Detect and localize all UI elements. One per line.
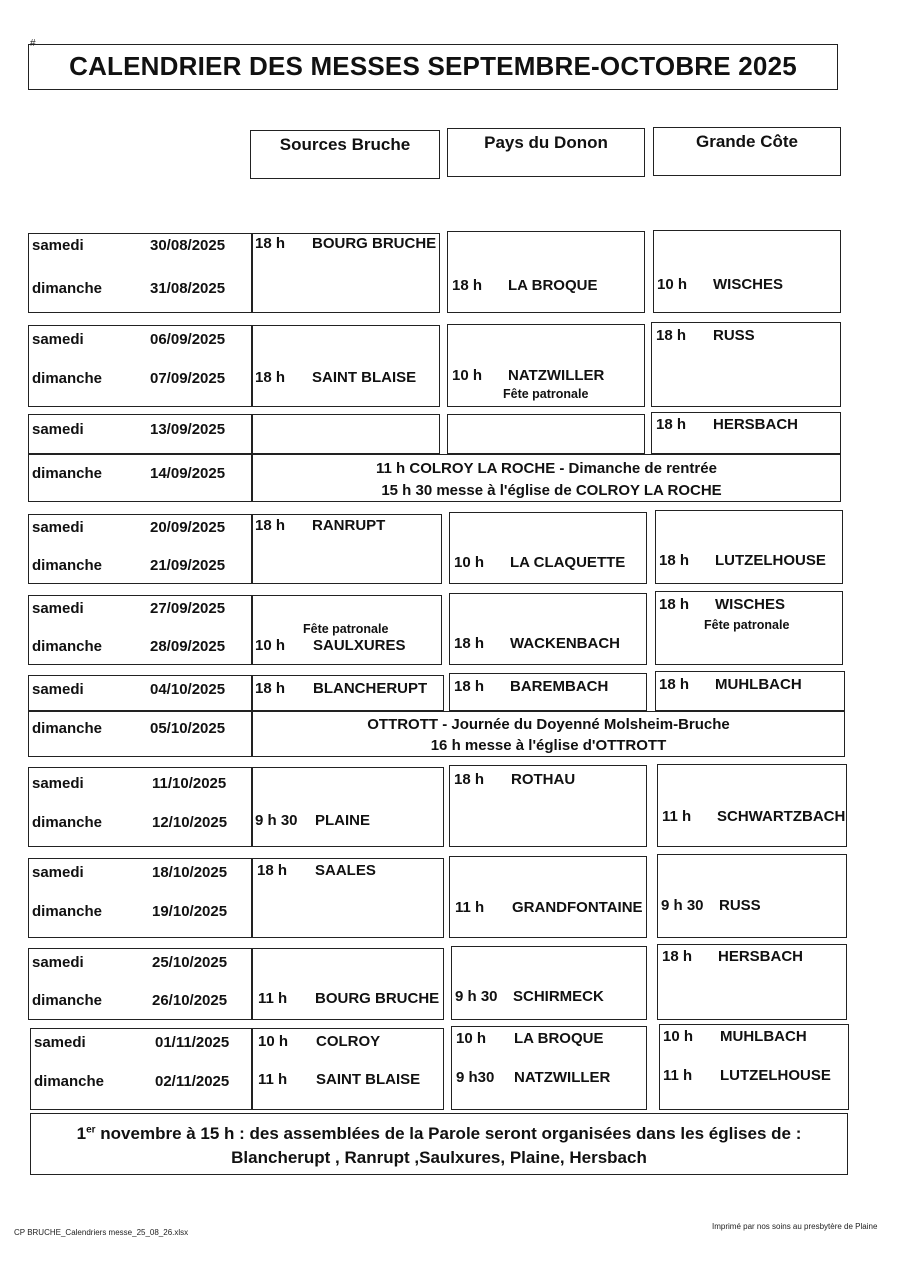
- mass-place: ROTHAU: [511, 771, 576, 788]
- date-value: 05/10/2025: [150, 720, 226, 737]
- date-value: 01/11/2025: [155, 1034, 230, 1051]
- date-value: 11/10/2025: [152, 775, 227, 792]
- column-header-label: Sources Bruche: [279, 135, 411, 154]
- mass-place: NATZWILLER: [514, 1069, 611, 1086]
- date-value: 19/10/2025: [152, 903, 228, 920]
- mass-time: 18 h: [662, 948, 693, 965]
- merged-box: [252, 711, 845, 757]
- day-label: dimanche: [32, 280, 103, 297]
- mass-place: RUSS: [713, 327, 755, 344]
- mass-time: 18 h: [255, 235, 286, 252]
- feast-note: Fête patronale: [303, 622, 389, 636]
- day-label: samedi: [32, 421, 84, 438]
- mass-time: 10 h: [657, 276, 688, 293]
- date-value: 31/08/2025: [150, 280, 226, 297]
- date-value: 25/10/2025: [152, 954, 228, 971]
- col1-box: [252, 414, 440, 454]
- mass-time: 9 h 30: [255, 812, 298, 829]
- day-label: dimanche: [32, 370, 103, 387]
- footer-line-1-text: novembre à 15 h : des assemblées de la Parole seront organisées dans les églises de :: [95, 1124, 802, 1143]
- mass-place: WISCHES: [713, 276, 784, 293]
- col1-box: [252, 948, 444, 1020]
- footer-notice-box: [30, 1113, 848, 1175]
- mass-place: SAINT BLAISE: [316, 1071, 421, 1088]
- mass-place: LA BROQUE: [514, 1030, 604, 1047]
- column-header-label: Grande Côte: [695, 132, 799, 151]
- mass-time: 18 h: [659, 676, 690, 693]
- mass-place: RUSS: [719, 897, 761, 914]
- mass-place: MUHLBACH: [715, 676, 802, 693]
- mass-place: GRANDFONTAINE: [512, 899, 643, 916]
- day-label: dimanche: [32, 638, 103, 655]
- mass-time: 11 h: [662, 808, 692, 825]
- date-value: 30/08/2025: [150, 237, 226, 254]
- mass-place: HERSBACH: [713, 416, 799, 433]
- corner-mark: #: [30, 38, 36, 49]
- mass-time: 9 h 30: [661, 897, 704, 914]
- day-label: dimanche: [32, 557, 103, 574]
- day-label: samedi: [34, 1034, 86, 1051]
- col3-box: [653, 230, 841, 313]
- mass-time: 18 h: [656, 416, 687, 433]
- date-value: 21/09/2025: [150, 557, 226, 574]
- day-label: dimanche: [32, 814, 103, 831]
- mass-time: 10 h: [456, 1030, 487, 1047]
- event-line-2: 15 h 30 messe à l'église de COLROY LA ROCHE: [381, 482, 722, 499]
- mass-place: LUTZELHOUSE: [720, 1067, 831, 1084]
- mass-place: LA CLAQUETTE: [510, 554, 626, 571]
- mass-time: 18 h: [454, 635, 485, 652]
- col1-box: [252, 767, 444, 847]
- mass-place: RANRUPT: [312, 517, 386, 534]
- mass-place: LA BROQUE: [508, 277, 598, 294]
- feast-note: Fête patronale: [503, 387, 589, 401]
- mass-place: SCHWARTZBACH: [717, 808, 846, 825]
- date-value: 12/10/2025: [152, 814, 228, 831]
- merged-box: [252, 454, 841, 502]
- mass-time: 10 h: [258, 1033, 289, 1050]
- column-header-pays-du-donon: [447, 128, 645, 177]
- date-value: 28/09/2025: [150, 638, 226, 655]
- col2-box: [447, 414, 645, 454]
- mass-place: WISCHES: [715, 596, 786, 613]
- day-label: dimanche: [32, 903, 103, 920]
- col2-box: [449, 856, 647, 938]
- mass-place: PLAINE: [315, 812, 371, 829]
- day-label: dimanche: [34, 1073, 105, 1090]
- date-value: 06/09/2025: [150, 331, 226, 348]
- page-title: CALENDRIER DES MESSES SEPTEMBRE-OCTOBRE 2025: [69, 51, 797, 81]
- day-label: samedi: [32, 864, 84, 881]
- mass-time: 10 h: [255, 637, 286, 654]
- date-value: 07/09/2025: [150, 370, 226, 387]
- col2-box: [451, 946, 647, 1020]
- mass-time: 11 h: [455, 899, 485, 916]
- col2-box: [449, 593, 647, 665]
- title-box: [28, 44, 838, 90]
- mass-time: 9 h 30: [455, 988, 498, 1005]
- mass-place: WACKENBACH: [510, 635, 620, 652]
- mass-time: 18 h: [255, 517, 286, 534]
- mass-place: BLANCHERUPT: [313, 680, 428, 697]
- date-value: 26/10/2025: [152, 992, 228, 1009]
- footer-line-2: Blancherupt , Ranrupt ,Saulxures, Plaine, Hersbach: [231, 1148, 647, 1167]
- mass-time: 11 h: [663, 1067, 693, 1084]
- event-line-1: OTTROTT - Journée du Doyenné Molsheim-Bruche: [367, 716, 730, 733]
- date-value: 13/09/2025: [150, 421, 226, 438]
- day-label: dimanche: [32, 992, 103, 1009]
- mass-time: 9 h30: [456, 1069, 495, 1086]
- col2-box: [447, 231, 645, 313]
- mass-time: 18 h: [659, 596, 690, 613]
- mass-place: HERSBACH: [718, 948, 804, 965]
- mass-time: 11 h: [258, 990, 288, 1007]
- mass-time: 10 h: [663, 1028, 694, 1045]
- feast-note: Fête patronale: [704, 618, 790, 632]
- mass-place: BOURG BRUCHE: [315, 990, 440, 1007]
- date-value: 02/11/2025: [155, 1073, 230, 1090]
- mass-time: 18 h: [257, 862, 288, 879]
- col3-box: [655, 510, 843, 584]
- mass-place: SCHIRMECK: [513, 988, 604, 1005]
- footer-prefix: 1: [76, 1124, 87, 1143]
- date-value: 18/10/2025: [152, 864, 228, 881]
- mass-time: 18 h: [452, 277, 483, 294]
- date-value: 04/10/2025: [150, 681, 226, 698]
- date-value: 14/09/2025: [150, 465, 226, 482]
- mass-time: 18 h: [255, 369, 286, 386]
- mass-time: 10 h: [452, 367, 483, 384]
- column-header-grande-cote: [653, 127, 841, 176]
- col2-box: [449, 512, 647, 584]
- mass-time: 18 h: [454, 678, 485, 695]
- day-label: samedi: [32, 331, 84, 348]
- column-header-label: Pays du Donon: [484, 133, 608, 152]
- day-label: dimanche: [32, 720, 103, 737]
- day-label: samedi: [32, 600, 84, 617]
- printed-by-note: Imprimé par nos soins au presbytère de Plaine: [712, 1222, 878, 1231]
- mass-time: 10 h: [454, 554, 485, 571]
- mass-place: SAINT BLAISE: [312, 369, 417, 386]
- col3-box: [657, 854, 847, 938]
- day-label: samedi: [32, 775, 84, 792]
- footer-line-1: [31, 1124, 847, 1144]
- day-label: samedi: [32, 954, 84, 971]
- mass-place: SAULXURES: [313, 637, 406, 654]
- col1-box: [252, 325, 440, 407]
- file-name: CP BRUCHE_Calendriers messe_25_08_26.xlsx: [14, 1228, 189, 1237]
- mass-time: 18 h: [255, 680, 286, 697]
- mass-place: SAALES: [315, 862, 376, 879]
- day-label: samedi: [32, 237, 84, 254]
- mass-time: 18 h: [659, 552, 690, 569]
- mass-time: 18 h: [656, 327, 687, 344]
- day-label: samedi: [32, 519, 84, 536]
- day-label: dimanche: [32, 465, 103, 482]
- mass-place: COLROY: [316, 1033, 381, 1050]
- footer-sup: er: [86, 1124, 96, 1136]
- date-value: 27/09/2025: [150, 600, 226, 617]
- mass-place: LUTZELHOUSE: [715, 552, 826, 569]
- mass-time: 18 h: [454, 771, 485, 788]
- event-line-2: 16 h messe à l'église d'OTTROTT: [430, 737, 667, 754]
- date-value: 20/09/2025: [150, 519, 226, 536]
- mass-place: NATZWILLER: [508, 367, 605, 384]
- day-label: samedi: [32, 681, 84, 698]
- event-line-1: 11 h COLROY LA ROCHE - Dimanche de rentrée: [376, 460, 717, 477]
- mass-place: BOURG BRUCHE: [312, 235, 437, 252]
- column-header-sources-bruche: [250, 130, 440, 179]
- mass-time: 11 h: [258, 1071, 288, 1088]
- mass-place: BAREMBACH: [510, 678, 609, 695]
- mass-place: MUHLBACH: [720, 1028, 807, 1045]
- col3-box: [657, 764, 847, 847]
